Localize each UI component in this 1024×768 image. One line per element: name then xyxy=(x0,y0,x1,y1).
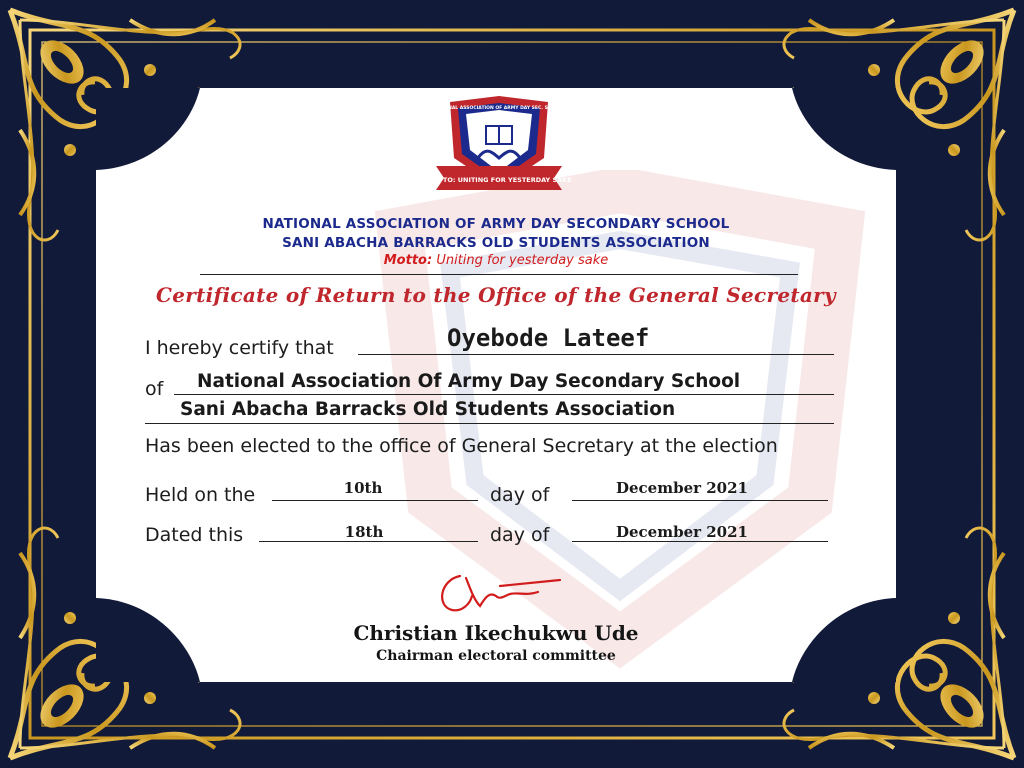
held-month-year: December 2021 xyxy=(615,479,748,497)
certificate-title: Certificate of Return to the Office of the General Secretary xyxy=(156,283,836,307)
dated-day-line xyxy=(259,541,478,542)
association-logo-icon xyxy=(426,96,572,200)
held-day: 10th xyxy=(343,479,383,497)
dated-month-line xyxy=(572,541,828,542)
election-statement: Has been elected to the office of General Secretary at the election xyxy=(145,435,778,457)
dated-label: Dated this xyxy=(145,524,244,546)
svg-text:MOTTO: UNITING FOR YESTERDAY S: MOTTO: UNITING FOR YESTERDAY SAKE xyxy=(426,176,572,184)
certify-label: I hereby certify that xyxy=(145,337,334,359)
org-name-line2: Sani Abacha Barracks Old Students Association xyxy=(180,399,676,420)
of-label: of xyxy=(145,378,164,400)
svg-text:NATIONAL ASSOCIATION OF ARMY D: NATIONAL ASSOCIATION OF ARMY DAY SEC. SCHOOL xyxy=(432,106,566,111)
dated-month-year: December 2021 xyxy=(615,523,748,541)
signatory-name: Christian Ikechukwu Ude xyxy=(353,621,639,645)
org-name-line1: National Association Of Army Day Secondary School xyxy=(197,371,741,392)
org-line-1 xyxy=(174,394,834,395)
recipient-line xyxy=(358,354,834,355)
dated-day-of-label: day of xyxy=(490,524,550,546)
header-association-name: NATIONAL ASSOCIATION OF ARMY DAY SECONDARY SCHOOL xyxy=(262,216,730,232)
recipient-name: Oyebode Lateef xyxy=(447,324,650,352)
dated-day: 18th xyxy=(344,523,384,541)
signature-icon xyxy=(430,566,570,616)
signatory-role: Chairman electoral committee xyxy=(376,648,616,664)
header-motto xyxy=(96,253,896,268)
held-day-of-label: day of xyxy=(490,484,550,506)
held-on-label: Held on the xyxy=(145,484,256,506)
motto-text: Uniting for yesterday sake xyxy=(436,253,609,268)
header-association-subname: SANI ABACHA BARRACKS OLD STUDENTS ASSOCIATION xyxy=(282,235,710,251)
motto-label: Motto: xyxy=(383,253,433,268)
held-day-line xyxy=(272,500,478,501)
header-divider xyxy=(200,274,798,275)
org-line-2 xyxy=(145,423,834,424)
held-month-line xyxy=(572,500,828,501)
